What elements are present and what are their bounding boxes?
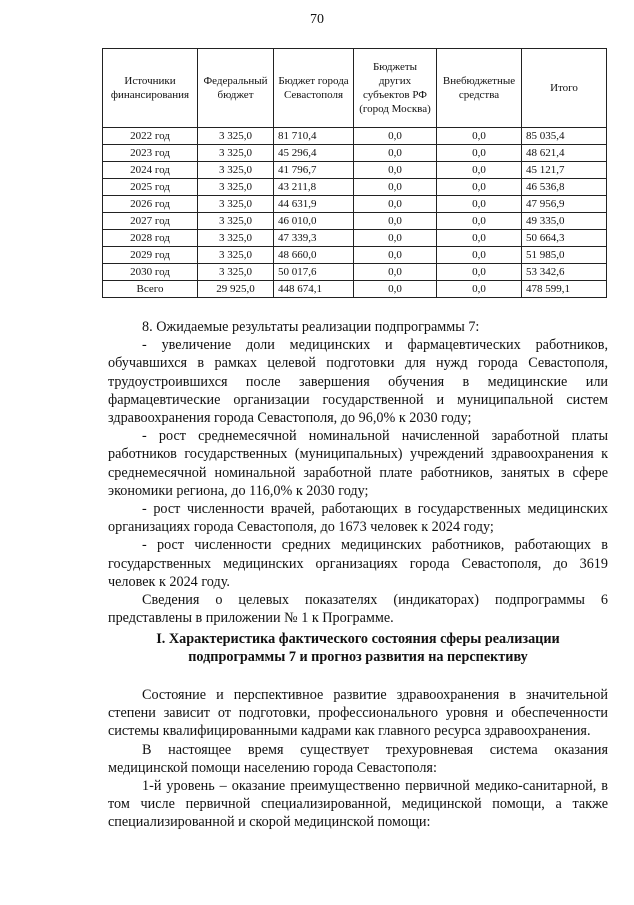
cell-total: 85 035,4 bbox=[522, 128, 607, 145]
cell-federal: 29 925,0 bbox=[198, 281, 274, 298]
header-total: Итого bbox=[522, 49, 607, 128]
table-row bbox=[103, 213, 607, 230]
paragraph: 1-й уровень – оказание преимущественно первичной медико-санитарной, в том числе первичной специализированной, медицинской помощи, а также специализированной и скорой медицинской помощи: bbox=[108, 778, 608, 831]
section-heading-line-1: I. Характеристика фактического состояния сферы реализации bbox=[156, 631, 560, 647]
section-1-text bbox=[108, 686, 608, 832]
cell-extrabudgetary: 0,0 bbox=[437, 281, 522, 298]
cell-federal: 3 325,0 bbox=[198, 264, 274, 281]
cell-other-subjects: 0,0 bbox=[354, 162, 437, 179]
section-heading bbox=[108, 630, 608, 666]
cell-city: 81 710,4 bbox=[274, 128, 354, 145]
cell-period: 2029 год bbox=[103, 247, 198, 264]
cell-period: 2022 год bbox=[103, 128, 198, 145]
cell-total: 46 536,8 bbox=[522, 179, 607, 196]
cell-federal: 3 325,0 bbox=[198, 196, 274, 213]
cell-total: 48 621,4 bbox=[522, 145, 607, 162]
cell-city: 41 796,7 bbox=[274, 162, 354, 179]
header-city: Бюджет города Севастополя bbox=[274, 49, 354, 128]
cell-city: 47 339,3 bbox=[274, 230, 354, 247]
cell-city: 44 631,9 bbox=[274, 196, 354, 213]
cell-other-subjects: 0,0 bbox=[354, 145, 437, 162]
cell-extrabudgetary: 0,0 bbox=[437, 196, 522, 213]
cell-total: 53 342,6 bbox=[522, 264, 607, 281]
cell-total: 478 599,1 bbox=[522, 281, 607, 298]
cell-period: Всего bbox=[103, 281, 198, 298]
cell-federal: 3 325,0 bbox=[198, 145, 274, 162]
cell-federal: 3 325,0 bbox=[198, 162, 274, 179]
cell-extrabudgetary: 0,0 bbox=[437, 213, 522, 230]
cell-period: 2027 год bbox=[103, 213, 198, 230]
header-extrabudgetary: Внебюджетные средства bbox=[437, 49, 522, 128]
cell-federal: 3 325,0 bbox=[198, 128, 274, 145]
cell-other-subjects: 0,0 bbox=[354, 247, 437, 264]
cell-total: 49 335,0 bbox=[522, 213, 607, 230]
page-number: 70 bbox=[310, 12, 324, 27]
table-row bbox=[103, 230, 607, 247]
cell-period: 2024 год bbox=[103, 162, 198, 179]
cell-extrabudgetary: 0,0 bbox=[437, 230, 522, 247]
cell-extrabudgetary: 0,0 bbox=[437, 179, 522, 196]
table-row bbox=[103, 247, 607, 264]
header-sources: Источники финансирования bbox=[103, 49, 198, 128]
table-row bbox=[103, 264, 607, 281]
section-8 bbox=[108, 318, 608, 627]
section-8-item: - рост численности врачей, работающих в государственных медицинских организациях города Севастополя, до 1673 человек к 2024 году; bbox=[108, 501, 608, 536]
section-heading-line-2: подпрограммы 7 и прогноз развития на перспективу bbox=[188, 649, 528, 666]
cell-extrabudgetary: 0,0 bbox=[437, 145, 522, 162]
cell-city: 45 296,4 bbox=[274, 145, 354, 162]
cell-extrabudgetary: 0,0 bbox=[437, 247, 522, 264]
cell-other-subjects: 0,0 bbox=[354, 213, 437, 230]
cell-total: 45 121,7 bbox=[522, 162, 607, 179]
cell-other-subjects: 0,0 bbox=[354, 179, 437, 196]
section-8-item: - рост численности средних медицинских работников, работающих в государственных медицинских организациях города Севастополя, до 3619 человек к 2024 году. bbox=[108, 537, 608, 590]
table-row bbox=[103, 128, 607, 145]
cell-other-subjects: 0,0 bbox=[354, 128, 437, 145]
table-row bbox=[103, 145, 607, 162]
financing-table bbox=[102, 48, 607, 298]
cell-period: 2025 год bbox=[103, 179, 198, 196]
cell-other-subjects: 0,0 bbox=[354, 264, 437, 281]
cell-period: 2028 год bbox=[103, 230, 198, 247]
header-other-subjects: Бюджеты других субъектов РФ (город Москва) bbox=[354, 49, 437, 128]
table-row bbox=[103, 196, 607, 213]
cell-city: 448 674,1 bbox=[274, 281, 354, 298]
cell-federal: 3 325,0 bbox=[198, 230, 274, 247]
cell-federal: 3 325,0 bbox=[198, 213, 274, 230]
cell-city: 43 211,8 bbox=[274, 179, 354, 196]
table-row bbox=[103, 281, 607, 298]
cell-total: 51 985,0 bbox=[522, 247, 607, 264]
cell-total: 47 956,9 bbox=[522, 196, 607, 213]
section-8-note: Сведения о целевых показателях (индикаторах) подпрограммы 6 представлены в приложении № 1 к Программе. bbox=[108, 592, 608, 627]
cell-extrabudgetary: 0,0 bbox=[437, 128, 522, 145]
cell-city: 50 017,6 bbox=[274, 264, 354, 281]
section-8-title: 8. Ожидаемые результаты реализации подпрограммы 7: bbox=[142, 319, 480, 335]
cell-city: 48 660,0 bbox=[274, 247, 354, 264]
cell-other-subjects: 0,0 bbox=[354, 230, 437, 247]
cell-federal: 3 325,0 bbox=[198, 179, 274, 196]
paragraph: Состояние и перспективное развитие здравоохранения в значительной степени зависит от подготовки, профессионального уровня и обеспеченности системы квалифицированными кадрами как главного ресурса здравоохранения. bbox=[108, 687, 608, 740]
table-row bbox=[103, 179, 607, 196]
cell-federal: 3 325,0 bbox=[198, 247, 274, 264]
cell-extrabudgetary: 0,0 bbox=[437, 162, 522, 179]
table-row bbox=[103, 162, 607, 179]
section-8-item: - рост среднемесячной номинальной начисленной заработной платы работников государственных (муниципальных) учреждений здравоохранения к среднемесячной номинальной заработной плате работников, занятых в сфере экономики региона, до 116,0% к 2030 году; bbox=[108, 428, 608, 499]
cell-period: 2030 год bbox=[103, 264, 198, 281]
cell-other-subjects: 0,0 bbox=[354, 196, 437, 213]
section-8-item: - увеличение доли медицинских и фармацевтических работников, обучавшихся в рамках целевой подготовки для нужд города Севастополя, трудоустроившихся после завершения обучения в медицинские или фармацевтические организации государственной и муниципальной систем здравоохранения города Севастополя, до 96,0% к 2030 году; bbox=[108, 337, 608, 427]
paragraph: В настоящее время существует трехуровневая система оказания медицинской помощи населению города Севастополя: bbox=[108, 741, 608, 776]
cell-period: 2026 год bbox=[103, 196, 198, 213]
cell-period: 2023 год bbox=[103, 145, 198, 162]
cell-extrabudgetary: 0,0 bbox=[437, 264, 522, 281]
cell-other-subjects: 0,0 bbox=[354, 281, 437, 298]
cell-city: 46 010,0 bbox=[274, 213, 354, 230]
table-header-row bbox=[103, 49, 607, 128]
header-federal: Федеральный бюджет bbox=[198, 49, 274, 128]
cell-total: 50 664,3 bbox=[522, 230, 607, 247]
